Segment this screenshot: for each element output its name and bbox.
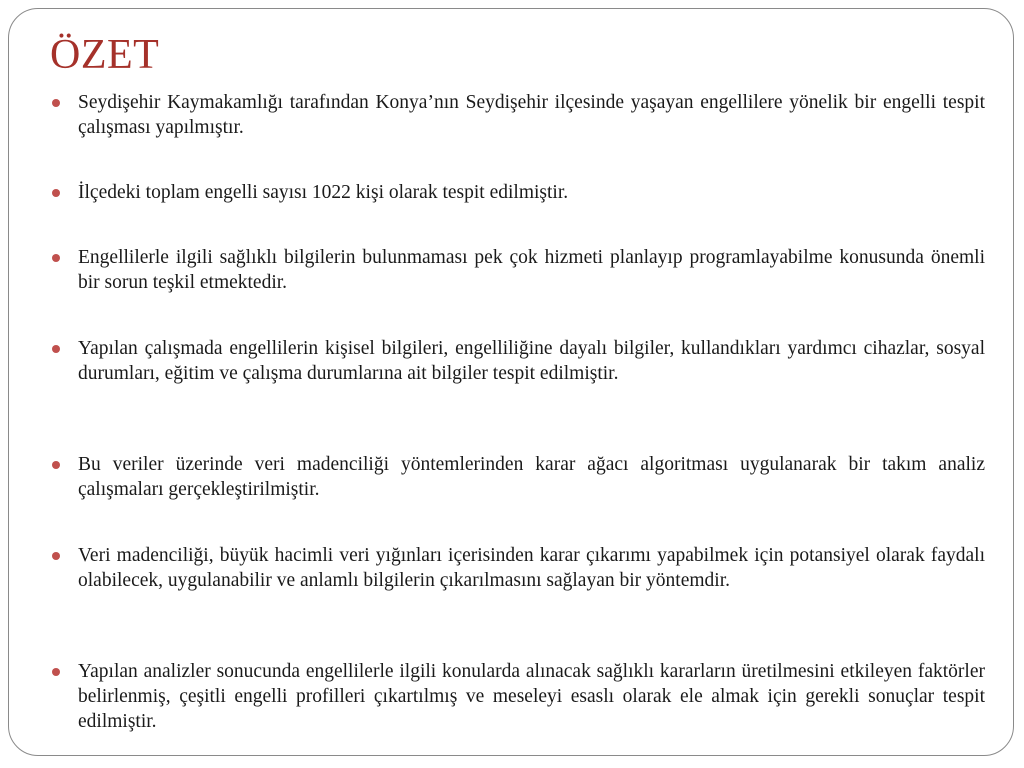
- bullet-dot-icon: [52, 461, 60, 469]
- bullet-dot-icon: [52, 254, 60, 262]
- bullet-text: Engellilerle ilgili sağlıklı bilgilerin bulunmaması pek çok hizmeti planlayıp programlayabilme konusunda önemli bir sorun teşkil etmektedir.: [78, 247, 985, 293]
- bullet-text: Yapılan çalışmada engellilerin kişisel bilgileri, engelliliğine dayalı bilgiler, kullandıkları yardımcı cihazlar, sosyal durumları, eğitim ve çalışma durumlarına ait bilgiler tespit edilmiştir.: [78, 338, 985, 384]
- bullet-item: [50, 180, 985, 205]
- bullet-dot-icon: [52, 552, 60, 560]
- bullet-item: [50, 452, 985, 502]
- bullet-item: [50, 659, 985, 734]
- bullet-text: Seydişehir Kaymakamlığı tarafından Konya’nın Seydişehir ilçesinde yaşayan engellilere yönelik bir engelli tespit çalışması yapılmıştır.: [78, 92, 985, 138]
- bullet-item: [50, 245, 985, 295]
- bullet-item: [50, 543, 985, 593]
- bullet-dot-icon: [52, 99, 60, 107]
- bullet-text: İlçedeki toplam engelli sayısı 1022 kişi olarak tespit edilmiştir.: [78, 182, 569, 203]
- slide-title: ÖZET: [50, 32, 160, 78]
- bullet-item: [50, 336, 985, 386]
- bullet-item: [50, 90, 985, 140]
- bullet-dot-icon: [52, 189, 60, 197]
- bullet-dot-icon: [52, 668, 60, 676]
- bullet-text: Yapılan analizler sonucunda engellilerle ilgili konularda alınacak sağlıklı kararların üretilmesini etkileyen faktörler belirlenmiş, çeşitli engelli profilleri çıkartılmış ve meseleyi esaslı olarak ele almak için gerekli sonuçlar tespit edilmiştir.: [78, 661, 985, 732]
- bullet-text: Bu veriler üzerinde veri madenciliği yöntemlerinden karar ağacı algoritması uygulanarak bir takım analiz çalışmaları gerçekleştirilmiştir.: [78, 454, 985, 500]
- bullet-dot-icon: [52, 345, 60, 353]
- bullet-text: Veri madenciliği, büyük hacimli veri yığınları içerisinden karar çıkarımı yapabilmek için potansiyel olarak faydalı olabilecek, uygulanabilir ve anlamlı bilgilerin çıkarılmasını sağlayan bir yöntemdir.: [78, 545, 985, 591]
